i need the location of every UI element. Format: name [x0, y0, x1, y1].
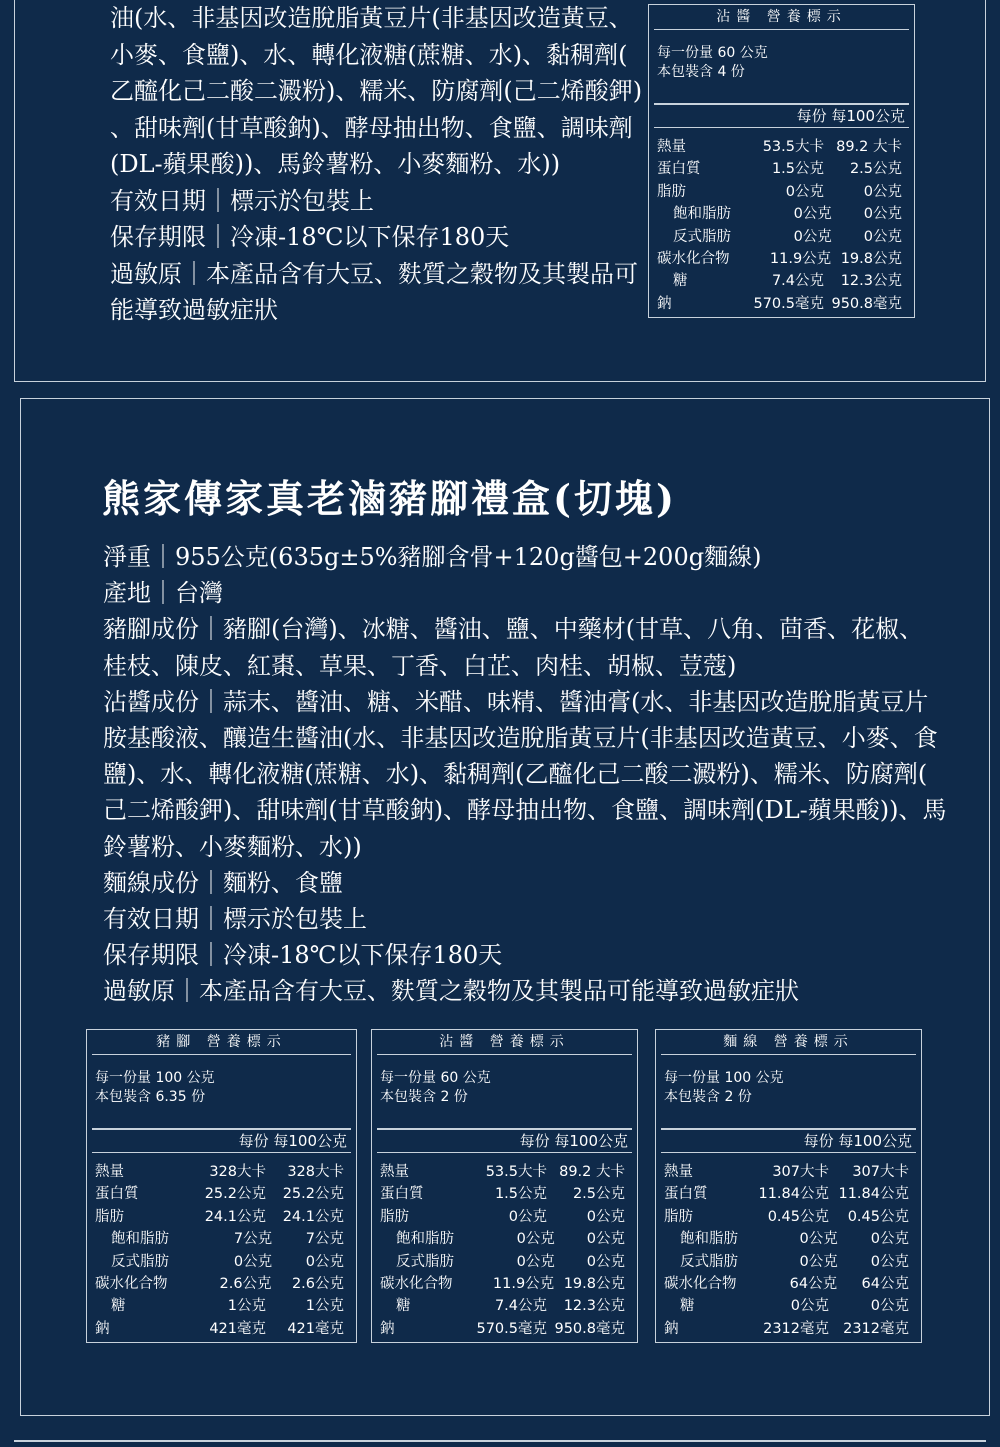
text-line: (DL-蘋果酸))、馬鈴薯粉、小麥麵粉、水)) — [110, 150, 561, 178]
main-product-details — [103, 539, 946, 1010]
storage-line: 保存期限｜冷凍-18℃以下保存180天 — [110, 223, 510, 251]
nutrient-label: 反式脂肪 — [396, 1253, 454, 1270]
expiry-line: 有效日期｜標示於包裝上 — [103, 905, 367, 934]
nutrition-row — [657, 293, 902, 315]
per-serving-value: 64公克 — [789, 1275, 838, 1292]
nutrition-table-title: 麵線 營養標示 — [661, 1030, 916, 1055]
nutrition-row — [380, 1228, 625, 1250]
nutrition-header: 每份 每100公克 — [654, 103, 909, 128]
noodle-ingredients-line: 麵線成份｜麵粉、食鹽 — [103, 868, 343, 897]
per-serving-value: 328大卡 — [209, 1164, 266, 1180]
sauce-ingredients-line-cont: 胺基酸液、釀造生醬油(水、非基因改造脫脂黃豆片(非基因改造黃豆、小麥、食 — [103, 724, 938, 753]
nutrition-row — [380, 1273, 625, 1295]
per-100g-value: 7公克 — [305, 1231, 344, 1248]
per-100g-value: 328大卡 — [287, 1164, 344, 1180]
nutrition-row — [95, 1161, 344, 1183]
per-100g-value: 950.8毫克 — [554, 1320, 625, 1337]
nutrient-label: 糖 — [396, 1298, 411, 1315]
nutrition-row — [380, 1206, 625, 1228]
nutrition-row — [657, 136, 902, 158]
nutrition-row — [664, 1318, 909, 1340]
per-100g-value: 24.1公克 — [282, 1208, 344, 1225]
nutrition-row — [664, 1206, 909, 1228]
nutrition-row — [657, 270, 902, 292]
per-serving-value: 11.9公克 — [492, 1275, 555, 1292]
nutrient-label: 熱量 — [657, 139, 686, 155]
per-100g-value: 19.8公克 — [840, 250, 902, 267]
per-serving-value: 1.5公克 — [771, 161, 824, 178]
per-serving-value: 0公克 — [233, 1253, 273, 1270]
nutrition-row — [380, 1251, 625, 1273]
nutrition-row — [95, 1206, 344, 1228]
per-100g-value: 25.2公克 — [282, 1186, 344, 1203]
per-serving-value: 53.5大卡 — [485, 1164, 547, 1180]
nutrient-label: 糖 — [673, 273, 688, 290]
per-100g-value: 0公克 — [305, 1253, 344, 1270]
per-100g-value: 0公克 — [863, 183, 902, 200]
nutrition-table-title: 沾醬 營養標示 — [654, 5, 909, 30]
per-100g-value: 950.8毫克 — [831, 295, 902, 312]
serving-info — [656, 1055, 921, 1128]
origin-line: 產地｜台灣 — [103, 579, 223, 608]
per-serving-value: 0公克 — [799, 1231, 838, 1248]
nutrition-row — [95, 1251, 344, 1273]
per-100g-value: 0公克 — [586, 1253, 625, 1270]
per-100g-value: 89.2 大卡 — [559, 1164, 625, 1180]
nutrition-header: 每份 每100公克 — [377, 1128, 632, 1153]
nutrient-label: 碳水化合物 — [664, 1275, 737, 1292]
per-100g-value: 0公克 — [870, 1253, 909, 1270]
nutrition-row — [657, 158, 902, 180]
nutrition-row — [664, 1161, 909, 1183]
sauce-ingredients-line-cont: 己二烯酸鉀)、甜味劑(甘草酸鈉)、酵母抽出物、食鹽、調味劑(DL-蘋果酸))、馬 — [103, 796, 947, 825]
per-100g-value: 19.8公克 — [563, 1275, 625, 1292]
per-serving-value: 0公克 — [516, 1253, 555, 1270]
nutrition-row — [380, 1183, 625, 1205]
per-100g-value: 421毫克 — [287, 1320, 344, 1337]
nutrient-label: 鈉 — [380, 1320, 395, 1337]
nutrient-label: 蛋白質 — [664, 1186, 708, 1203]
per-100g-value: 2.6公克 — [291, 1275, 344, 1292]
nutrition-row — [664, 1295, 909, 1317]
per-serving-value: 0公克 — [793, 206, 832, 223]
per-serving-value: 570.5毫克 — [476, 1320, 547, 1337]
per-serving-value: 11.84公克 — [758, 1186, 829, 1203]
servings-per-package: 本包裝含 4 份 — [657, 64, 745, 80]
per-serving-value: 421毫克 — [209, 1320, 266, 1337]
nutrient-label: 碳水化合物 — [95, 1275, 168, 1292]
per-serving-value: 25.2公克 — [204, 1186, 266, 1203]
per-serving-value: 0公克 — [799, 1253, 838, 1270]
nutrient-label: 脂肪 — [664, 1208, 693, 1225]
text-line: 乙醯化己二酸二澱粉)、糯米、防腐劑(己二烯酸鉀) — [110, 77, 643, 105]
per-serving-value: 0公克 — [516, 1231, 555, 1248]
nutrition-row — [657, 248, 902, 270]
serving-size: 每一份量 60 公克 — [380, 1070, 491, 1086]
nutrition-row — [664, 1251, 909, 1273]
serving-info — [87, 1055, 356, 1128]
nutrient-label: 反式脂肪 — [673, 228, 731, 245]
nutrition-row — [664, 1273, 909, 1295]
noodle-nutrition-table — [655, 1029, 922, 1343]
per-serving-value: 1.5公克 — [494, 1186, 547, 1203]
product-title: 熊家傳家真老滷豬腳禮盒(切塊) — [102, 476, 677, 521]
per-serving-value: 7公克 — [233, 1231, 273, 1248]
per-100g-value: 2.5公克 — [572, 1186, 625, 1203]
nutrition-row — [380, 1161, 625, 1183]
serving-info — [649, 30, 914, 103]
per-100g-value: 1公克 — [305, 1298, 344, 1315]
text-line: 、甜味劑(甘草酸鈉)、酵母抽出物、食鹽、調味劑 — [110, 113, 633, 142]
per-serving-value: 0.45公克 — [767, 1208, 829, 1225]
expiry-line: 有效日期｜標示於包裝上 — [110, 186, 374, 215]
sauce-nutrition-table — [371, 1029, 638, 1343]
nutrient-label: 碳水化合物 — [380, 1275, 453, 1292]
per-serving-value: 24.1公克 — [204, 1208, 266, 1225]
per-100g-value: 64公克 — [861, 1275, 909, 1292]
allergen-line: 過敏原｜本產品含有大豆、麩質之穀物及其製品可能導致過敏症狀 — [103, 977, 799, 1006]
nutrition-row — [664, 1228, 909, 1250]
next-panel-border — [14, 1440, 986, 1442]
net-weight-line: 淨重｜955公克(635g±5%豬腳含骨+120g醬包+200g麵線) — [103, 543, 762, 571]
per-serving-value: 53.5大卡 — [762, 139, 824, 155]
nutrition-row — [380, 1318, 625, 1340]
sauce-ingredients-line-cont: 鈴薯粉、小麥麵粉、水)) — [103, 832, 362, 861]
per-serving-value: 570.5毫克 — [753, 295, 824, 312]
per-serving-value: 0公克 — [790, 1298, 829, 1315]
servings-per-package: 本包裝含 2 份 — [664, 1089, 752, 1105]
nutrient-label: 熱量 — [664, 1164, 693, 1180]
nutrient-label: 飽和脂肪 — [111, 1231, 169, 1248]
top-ingredients-text — [110, 0, 642, 329]
nutrition-row — [95, 1295, 344, 1317]
nutrition-table-title: 豬腳 營養標示 — [92, 1030, 351, 1055]
allergen-line: 過敏原｜本產品含有大豆、麩質之穀物及其製品可 — [110, 259, 638, 288]
sauce-ingredients-line: 沾醬成份｜蒜末、醬油、糖、米醋、味精、醬油膏(水、非基因改造脫脂黃豆片 — [103, 687, 929, 716]
nutrient-label: 熱量 — [95, 1164, 124, 1180]
per-serving-value: 307大卡 — [772, 1164, 829, 1180]
nutrition-row — [95, 1228, 344, 1250]
sauce-ingredients-line-cont: 鹽)、水、轉化液糖(蔗糖、水)、黏稠劑(乙醯化己二酸二澱粉)、糯米、防腐劑( — [103, 760, 928, 789]
nutrition-row — [664, 1183, 909, 1205]
per-100g-value: 2.5公克 — [849, 161, 902, 178]
nutrition-row — [95, 1273, 344, 1295]
nutrient-label: 碳水化合物 — [657, 250, 730, 267]
per-100g-value: 11.84公克 — [838, 1186, 909, 1203]
servings-per-package: 本包裝含 2 份 — [380, 1089, 468, 1105]
per-serving-value: 7.4公克 — [494, 1298, 547, 1315]
nutrient-label: 飽和脂肪 — [673, 206, 731, 223]
per-serving-value: 0公克 — [793, 228, 832, 245]
nutrient-label: 脂肪 — [95, 1208, 124, 1225]
nutrient-label: 鈉 — [664, 1320, 679, 1337]
nutrition-row — [95, 1183, 344, 1205]
pork-ingredients-line-cont: 桂枝、陳皮、紅棗、草果、丁香、白芷、肉桂、胡椒、荳蔻) — [103, 651, 737, 680]
nutrient-label: 飽和脂肪 — [680, 1231, 738, 1248]
serving-size: 每一份量 60 公克 — [657, 45, 768, 61]
per-100g-value: 0公克 — [586, 1231, 625, 1248]
nutrient-label: 蛋白質 — [380, 1186, 424, 1203]
nutrition-row — [380, 1295, 625, 1317]
nutrition-row — [657, 181, 902, 203]
per-100g-value: 307大卡 — [852, 1164, 909, 1180]
nutrition-row — [95, 1318, 344, 1340]
per-100g-value: 12.3公克 — [563, 1298, 625, 1315]
per-100g-value: 0公克 — [870, 1298, 909, 1315]
per-100g-value: 0公克 — [863, 228, 902, 245]
per-serving-value: 2.6公克 — [219, 1275, 272, 1292]
nutrition-rows — [649, 128, 914, 315]
nutrition-row — [657, 203, 902, 225]
nutrition-row — [657, 226, 902, 248]
serving-size: 每一份量 100 公克 — [664, 1070, 784, 1086]
nutrient-label: 熱量 — [380, 1164, 409, 1180]
servings-per-package: 本包裝含 6.35 份 — [95, 1089, 206, 1105]
serving-size: 每一份量 100 公克 — [95, 1070, 215, 1086]
nutrient-label: 反式脂肪 — [111, 1253, 169, 1270]
pork-nutrition-table — [86, 1029, 357, 1343]
per-serving-value: 1公克 — [227, 1298, 266, 1315]
nutrition-rows — [372, 1153, 637, 1340]
nutrient-label: 糖 — [680, 1298, 695, 1315]
per-serving-value: 7.4公克 — [771, 273, 824, 290]
nutrition-rows — [656, 1153, 921, 1340]
per-100g-value: 0.45公克 — [847, 1208, 909, 1225]
per-100g-value: 0公克 — [870, 1231, 909, 1248]
per-serving-value: 0公克 — [508, 1208, 547, 1225]
pork-ingredients-line: 豬腳成份｜豬腳(台灣)、冰糖、醬油、鹽、中藥材(甘草、八角、茴香、花椒、 — [103, 615, 924, 644]
per-serving-value: 0公克 — [785, 183, 824, 200]
sauce-nutrition-table-top — [648, 4, 915, 318]
nutrient-label: 脂肪 — [657, 183, 686, 200]
allergen-line-cont: 能導致過敏症狀 — [110, 296, 278, 324]
serving-info — [372, 1055, 637, 1128]
per-100g-value: 2312毫克 — [843, 1320, 909, 1337]
nutrient-label: 脂肪 — [380, 1208, 409, 1225]
per-serving-value: 11.9公克 — [769, 250, 832, 267]
nutrition-header: 每份 每100公克 — [661, 1128, 916, 1153]
nutrition-table-title: 沾醬 營養標示 — [377, 1030, 632, 1055]
nutrient-label: 蛋白質 — [657, 161, 701, 178]
per-serving-value: 2312毫克 — [763, 1320, 829, 1337]
per-100g-value: 89.2 大卡 — [836, 139, 902, 155]
nutrient-label: 飽和脂肪 — [396, 1231, 454, 1248]
per-100g-value: 12.3公克 — [840, 273, 902, 290]
nutrient-label: 鈉 — [657, 295, 672, 312]
nutrition-rows — [87, 1153, 356, 1340]
nutrition-header: 每份 每100公克 — [92, 1128, 351, 1153]
text-line: 小麥、食鹽)、水、轉化液糖(蔗糖、水)、黏稠劑( — [110, 40, 628, 69]
nutrient-label: 反式脂肪 — [680, 1253, 738, 1270]
text-line: 油(水、非基因改造脫脂黃豆片(非基因改造黃豆、 — [110, 4, 633, 32]
nutrient-label: 蛋白質 — [95, 1186, 139, 1203]
nutrient-label: 糖 — [111, 1298, 126, 1315]
storage-line: 保存期限｜冷凍-18℃以下保存180天 — [103, 941, 503, 970]
per-100g-value: 0公克 — [586, 1208, 625, 1225]
per-100g-value: 0公克 — [863, 206, 902, 223]
nutrient-label: 鈉 — [95, 1320, 110, 1337]
